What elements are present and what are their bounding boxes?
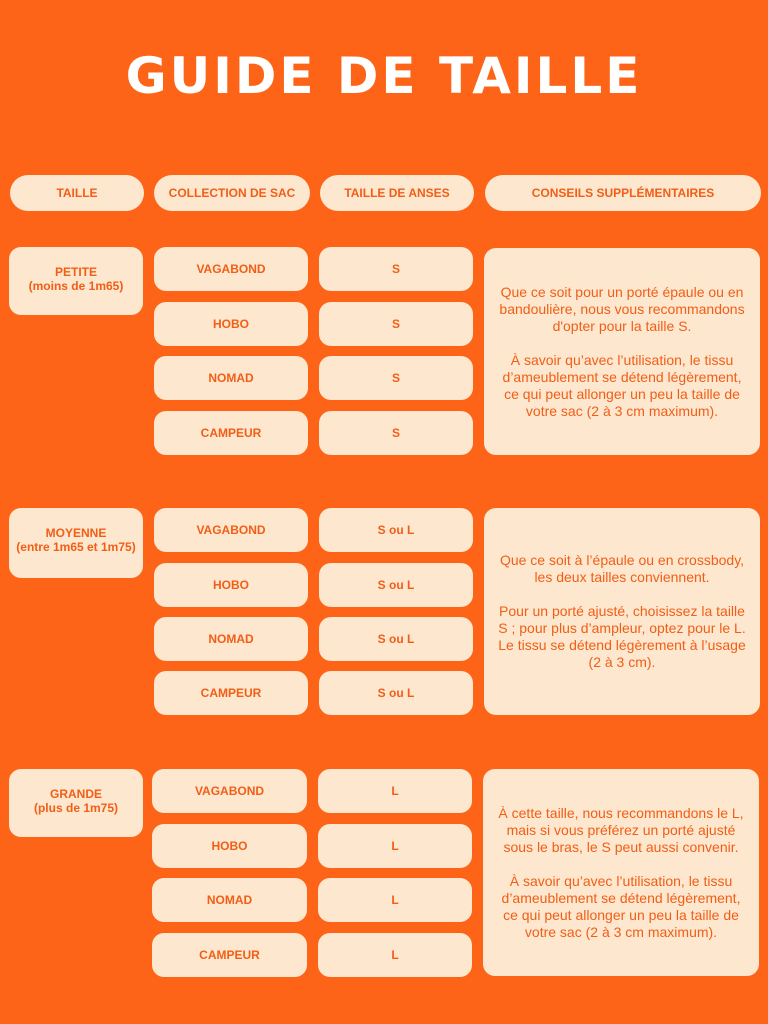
collection-cell: CAMPEUR — [154, 671, 308, 715]
header-tips: CONSEILS SUPPLÉMENTAIRES — [485, 175, 761, 211]
advice-text: Que ce soit pour un porté épaule ou en bandoulière, nous vous recommandons d'opter pour la taille S. — [499, 283, 745, 334]
handles-cell: L — [318, 933, 472, 977]
handles-cell: S ou L — [319, 617, 473, 661]
handles-cell: S — [319, 356, 473, 400]
header-size: TAILLE — [10, 175, 144, 211]
handles-cell: L — [318, 824, 472, 868]
handles-cell: S — [319, 247, 473, 291]
advice-text: À savoir qu’avec l’utilisation, le tissu d’ameublement se détend légèrement, ce qui peut allonger un peu la taille de votre sac (2 à 3 cm maximum). — [501, 872, 741, 940]
advice-large — [483, 769, 759, 976]
size-range: (moins de 1m65) — [28, 279, 124, 293]
collection-cell: HOBO — [154, 302, 308, 346]
size-range: (plus de 1m75) — [33, 801, 119, 815]
handles-cell: L — [318, 878, 472, 922]
collection-cell: VAGABOND — [154, 508, 308, 552]
size-small — [9, 247, 143, 315]
collection-cell: NOMAD — [154, 356, 308, 400]
handles-cell: S ou L — [319, 508, 473, 552]
handles-cell: S ou L — [319, 671, 473, 715]
size-name: MOYENNE — [45, 526, 107, 540]
size-range: (entre 1m65 et 1m75) — [16, 540, 136, 554]
handles-cell: S — [319, 411, 473, 455]
size-name: GRANDE — [49, 787, 102, 801]
size-large — [9, 769, 143, 837]
handles-cell: S ou L — [319, 563, 473, 607]
collection-cell: CAMPEUR — [154, 411, 308, 455]
collection-cell: NOMAD — [152, 878, 307, 922]
handles-cell: S — [319, 302, 473, 346]
advice-text: À savoir qu’avec l’utilisation, le tissu d’ameublement se détend légèrement, ce qui peut allonger un peu la taille de votre sac (2 à 3 cm maximum). — [502, 351, 742, 419]
collection-cell: HOBO — [154, 563, 308, 607]
header-collection: COLLECTION DE SAC — [154, 175, 310, 211]
size-medium — [9, 508, 143, 578]
header-handles: TAILLE DE ANSES — [320, 175, 474, 211]
advice-text: À cette taille, nous recommandons le L, mais si vous préférez un porté ajusté sous le bras, le S peut aussi convenir. — [498, 804, 744, 855]
size-name: PETITE — [54, 265, 97, 279]
advice-small — [484, 248, 760, 455]
advice-medium — [484, 508, 760, 715]
advice-text: Pour un porté ajusté, choisissez la taille S ; pour plus d’ampleur, optez pour le L. Le tissu se détend légèrement à l’usage (2 à 3 cm). — [498, 603, 746, 670]
advice-text: Que ce soit à l’épaule ou en crossbody, les deux tailles conviennent. — [499, 552, 745, 585]
collection-cell: NOMAD — [154, 617, 308, 661]
collection-cell: CAMPEUR — [152, 933, 307, 977]
collection-cell: HOBO — [152, 824, 307, 868]
page-title: GUIDE DE TAILLE — [125, 47, 643, 105]
collection-cell: VAGABOND — [152, 769, 307, 813]
collection-cell: VAGABOND — [154, 247, 308, 291]
handles-cell: L — [318, 769, 472, 813]
